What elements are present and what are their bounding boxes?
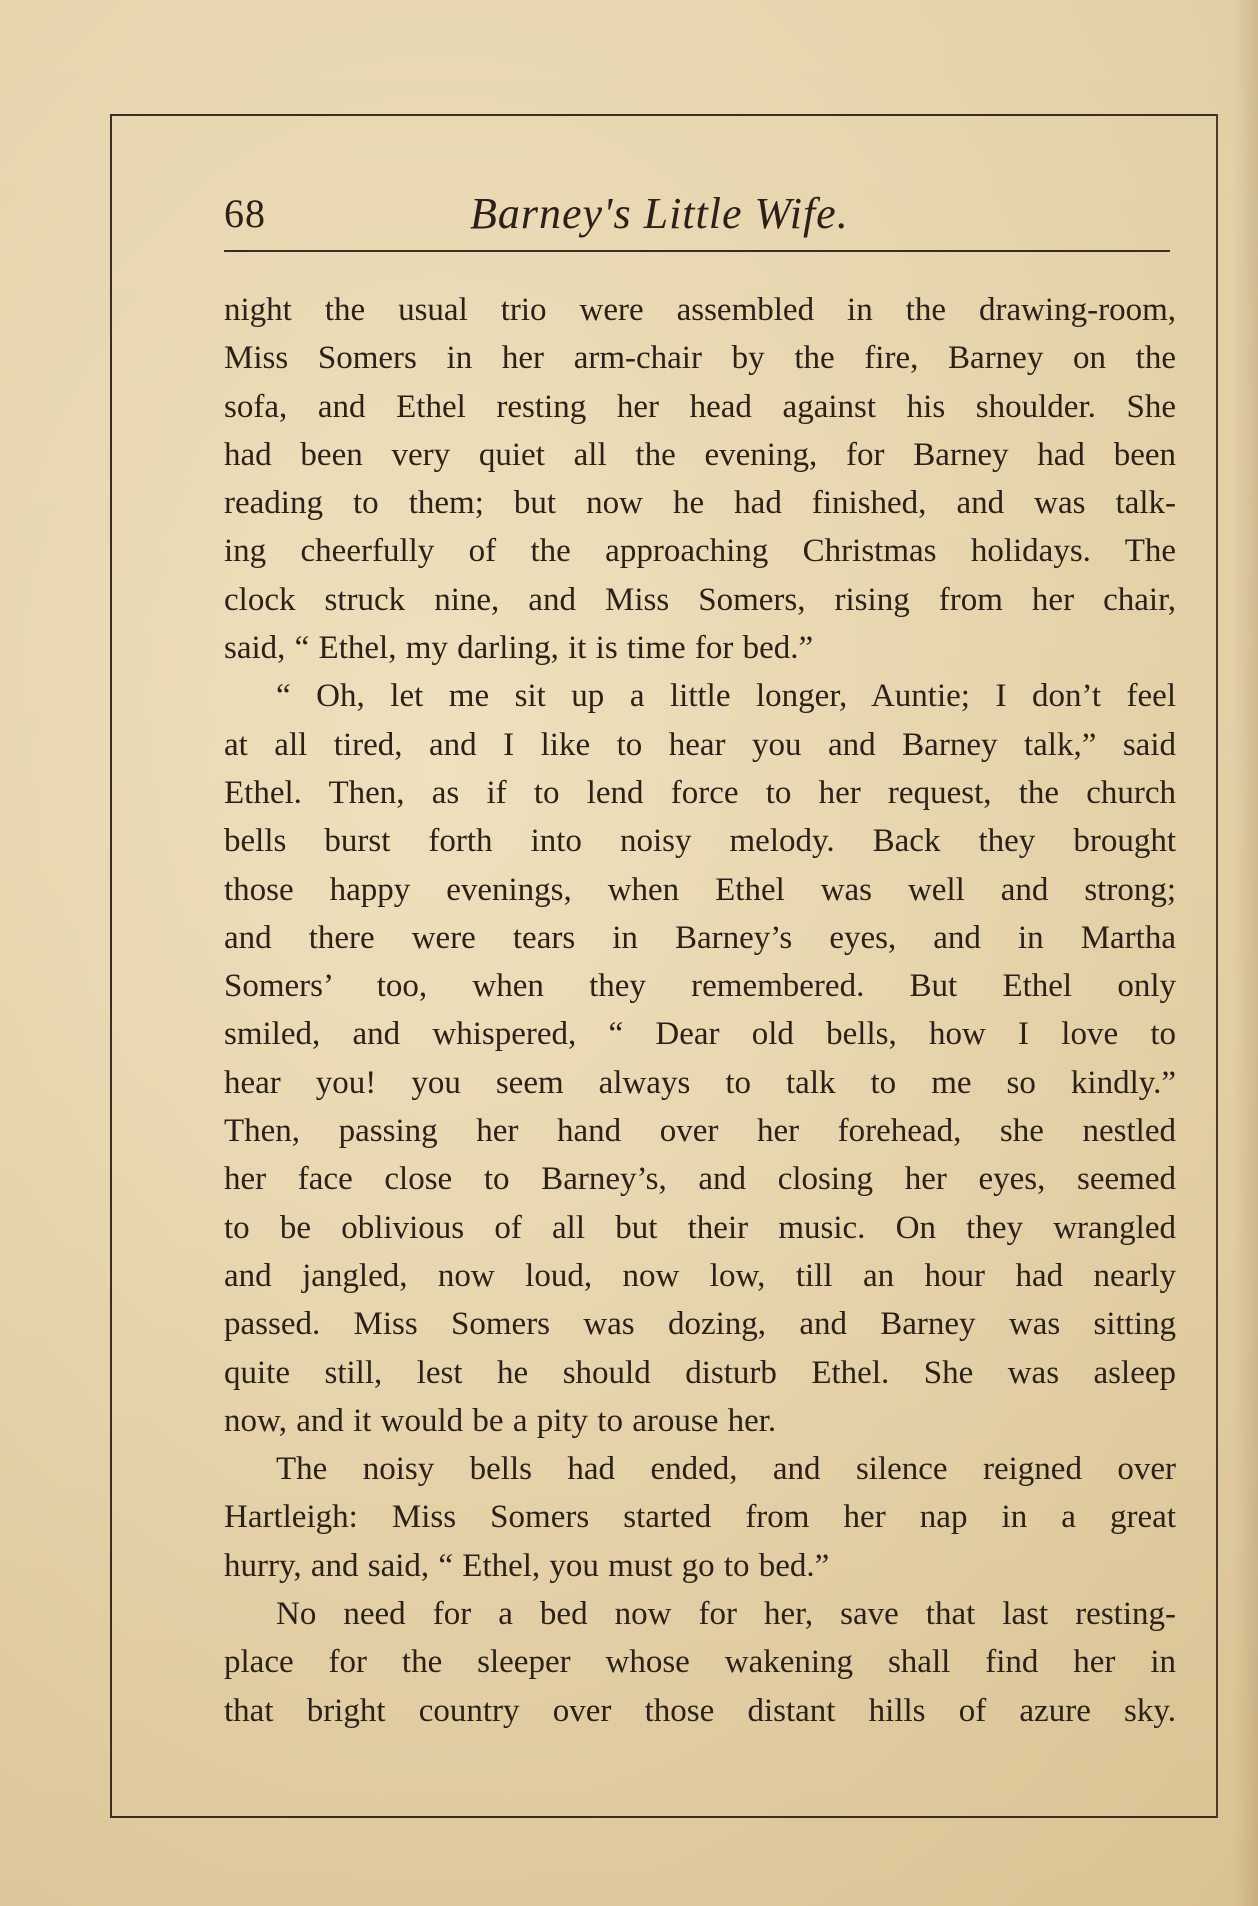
- text-line: quite still, lest he should disturb Ethel. She was asleep: [224, 1354, 1176, 1391]
- header-rule: [224, 250, 1170, 252]
- text-line: and there were tears in Barney’s eyes, and in Martha: [224, 919, 1176, 956]
- text-line: smiled, and whispered, “ Dear old bells, how I love to: [224, 1016, 1176, 1053]
- text-line: to be oblivious of all but their music. On they wrangled: [224, 1209, 1176, 1246]
- page-edge-shadow: [1234, 0, 1258, 1906]
- text-line: ing cheerfully of the approaching Christmas holidays. The: [224, 533, 1176, 570]
- text-line: “ Oh, let me sit up a little longer, Auntie; I don’t feel: [276, 678, 1176, 715]
- text-line: said, “ Ethel, my darling, it is time for bed.”: [224, 630, 814, 667]
- text-line: passed. Miss Somers was dozing, and Barney was sitting: [224, 1306, 1176, 1343]
- running-title: Barney's Little Wife.: [470, 189, 849, 238]
- text-line: now, and it would be a pity to arouse her.: [224, 1402, 777, 1439]
- text-line: Ethel. Then, as if to lend force to her request, the church: [224, 774, 1176, 811]
- text-line: reading to them; but now he had finished, and was talk-: [224, 485, 1176, 522]
- text-line: hurry, and said, “ Ethel, you must go to bed.”: [224, 1547, 830, 1584]
- text-line: those happy evenings, when Ethel was well and strong;: [224, 871, 1176, 908]
- page-header: [224, 184, 1170, 244]
- text-line: night the usual trio were assembled in the drawing-room,: [224, 292, 1176, 328]
- text-line: clock struck nine, and Miss Somers, rising from her chair,: [224, 581, 1176, 618]
- body-text: [224, 286, 1176, 1735]
- text-line: had been very quiet all the evening, for Barney had been: [224, 436, 1176, 473]
- text-line: The noisy bells had ended, and silence reigned over: [276, 1451, 1176, 1488]
- text-line: at all tired, and I like to hear you and Barney talk,” said: [224, 726, 1176, 763]
- text-line: that bright country over those distant hills of azure sky.: [224, 1692, 1176, 1729]
- text-line: and jangled, now loud, now low, till an hour had nearly: [224, 1257, 1176, 1294]
- text-line: Then, passing her hand over her forehead, she nestled: [224, 1113, 1176, 1150]
- text-line: hear you! you seem always to talk to me so kindly.”: [224, 1064, 1176, 1101]
- text-line: No need for a bed now for her, save that last resting-: [276, 1596, 1176, 1633]
- text-line: her face close to Barney’s, and closing her eyes, seemed: [224, 1161, 1176, 1198]
- text-line: Hartleigh: Miss Somers started from her nap in a great: [224, 1499, 1176, 1536]
- text-line: sofa, and Ethel resting her head against his shoulder. She: [224, 388, 1176, 425]
- page-number: 68: [224, 191, 266, 236]
- text-line: bells burst forth into noisy melody. Back they brought: [224, 823, 1176, 860]
- text-line: Miss Somers in her arm-chair by the fire, Barney on the: [224, 340, 1176, 377]
- page-frame-right-edge: [1216, 114, 1218, 1818]
- text-line: place for the sleeper whose wakening shall find her in: [224, 1644, 1176, 1681]
- text-line: Somers’ too, when they remembered. But Ethel only: [224, 968, 1176, 1005]
